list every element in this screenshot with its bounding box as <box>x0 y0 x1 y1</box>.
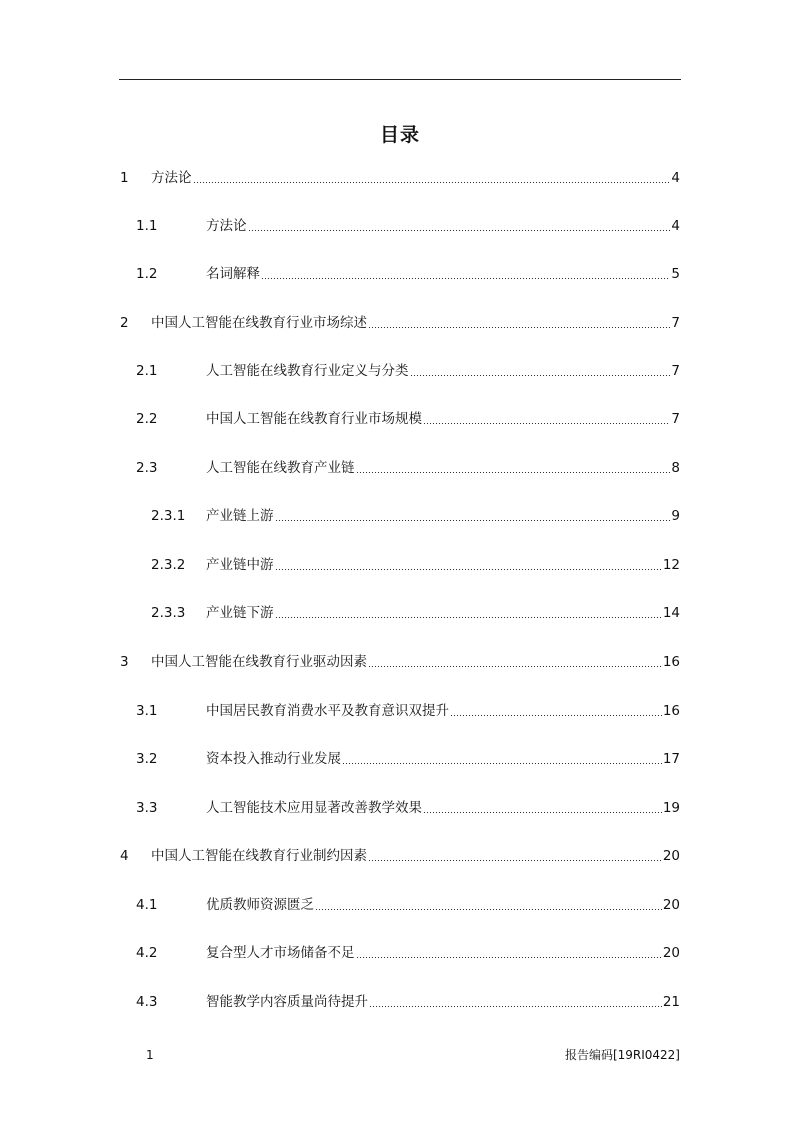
toc-entry-label: 产业链上游 <box>206 508 274 524</box>
page-title: 目录 <box>379 124 420 146</box>
toc-entry[interactable] <box>136 701 680 721</box>
toc-dot-leader <box>315 909 662 910</box>
toc-entry-label: 人工智能在线教育行业定义与分类 <box>206 363 409 379</box>
toc-entry-label: 中国人工智能在线教育行业市场规模 <box>206 411 422 427</box>
toc-entry-page: 20 <box>662 897 680 913</box>
toc-entry-number: 1.2 <box>136 266 158 282</box>
toc-entry-number: 2.3.2 <box>151 557 186 573</box>
header-divider <box>119 79 681 80</box>
toc-entry-page: 4 <box>671 218 680 234</box>
toc-entry-label: 智能教学内容质量尚待提升 <box>206 994 368 1010</box>
toc-entry-page: 16 <box>662 703 680 719</box>
toc-entry-label: 复合型人才市场储备不足 <box>206 945 355 961</box>
toc-dot-leader <box>342 763 662 764</box>
toc-entry[interactable] <box>136 458 680 478</box>
toc-dot-leader <box>261 278 670 279</box>
toc-entry-number: 2.2 <box>136 411 158 427</box>
toc-entry-label: 产业链下游 <box>206 605 274 621</box>
toc-dot-leader <box>356 957 662 958</box>
toc-entry-page: 21 <box>662 994 680 1010</box>
toc-dot-leader <box>248 230 671 231</box>
toc-entry-number: 2.3.1 <box>151 508 186 524</box>
toc-entry-number: 4.3 <box>136 994 158 1010</box>
toc-entry-page: 20 <box>662 848 680 864</box>
toc-entry-label: 中国人工智能在线教育行业市场综述 <box>151 315 367 331</box>
toc-entry[interactable] <box>136 992 680 1012</box>
toc-entry-page: 9 <box>671 508 680 524</box>
toc-entry[interactable] <box>136 895 680 915</box>
toc-entry[interactable] <box>120 652 680 672</box>
toc-dot-leader <box>193 182 671 183</box>
toc-dot-leader <box>368 860 662 861</box>
toc-entry-label: 产业链中游 <box>206 557 274 573</box>
toc-entry-number: 2.3.3 <box>151 605 186 621</box>
toc-entry-label: 人工智能技术应用显著改善教学效果 <box>206 800 422 816</box>
toc-entry[interactable] <box>136 264 680 284</box>
toc-entry-label: 方法论 <box>206 218 247 234</box>
toc-entry-page: 7 <box>671 363 680 379</box>
toc-entry[interactable] <box>136 361 680 381</box>
toc-entry-page: 19 <box>662 800 680 816</box>
toc-entry-number: 3.3 <box>136 800 158 816</box>
toc-entry[interactable] <box>151 603 680 623</box>
toc-entry-number: 1 <box>120 170 129 186</box>
toc-entry-label: 中国人工智能在线教育行业制约因素 <box>151 848 367 864</box>
toc-entry-page: 8 <box>671 460 680 476</box>
toc-entry-page: 12 <box>662 557 680 573</box>
footer-page-number: 1 <box>146 1048 154 1062</box>
toc-dot-leader <box>368 327 670 328</box>
toc-entry[interactable] <box>136 409 680 429</box>
toc-entry-page: 5 <box>671 266 680 282</box>
toc-entry[interactable] <box>136 749 680 769</box>
toc-entry-page: 20 <box>662 945 680 961</box>
toc-entry-number: 4 <box>120 848 129 864</box>
toc-entry[interactable] <box>151 555 680 575</box>
toc-dot-leader <box>450 715 662 716</box>
toc-entry-page: 14 <box>662 605 680 621</box>
toc-dot-leader <box>356 472 671 473</box>
toc-dot-leader <box>410 375 671 376</box>
toc-dot-leader <box>369 1006 662 1007</box>
toc-entry-label: 方法论 <box>151 170 192 186</box>
toc-entry-label: 中国居民教育消费水平及教育意识双提升 <box>206 703 449 719</box>
toc-entry[interactable] <box>120 313 680 333</box>
toc-entry-number: 3.2 <box>136 751 158 767</box>
toc-entry[interactable] <box>136 943 680 963</box>
toc-entry-page: 4 <box>671 170 680 186</box>
toc-entry-label: 资本投入推动行业发展 <box>206 751 341 767</box>
toc-entry-label: 中国人工智能在线教育行业驱动因素 <box>151 654 367 670</box>
toc-dot-leader <box>423 423 670 424</box>
toc-entry-page: 17 <box>662 751 680 767</box>
toc-entry-number: 3 <box>120 654 129 670</box>
toc-dot-leader <box>275 617 662 618</box>
toc-dot-leader <box>275 569 662 570</box>
toc-entry-page: 7 <box>671 315 680 331</box>
toc-entry-number: 4.2 <box>136 945 158 961</box>
toc-entry-number: 3.1 <box>136 703 158 719</box>
toc-entry-number: 4.1 <box>136 897 158 913</box>
toc-entry[interactable] <box>120 846 680 866</box>
toc-dot-leader <box>275 520 671 521</box>
toc-entry-label: 名词解释 <box>206 266 260 282</box>
toc-entry-page: 16 <box>662 654 680 670</box>
toc-entry-label: 优质教师资源匮乏 <box>206 897 314 913</box>
toc-entry[interactable] <box>136 798 680 818</box>
toc-entry[interactable] <box>151 506 680 526</box>
toc-dot-leader <box>368 666 662 667</box>
toc-dot-leader <box>423 812 662 813</box>
toc-entry-number: 1.1 <box>136 218 158 234</box>
toc-entry-page: 7 <box>671 411 680 427</box>
toc-entry[interactable] <box>136 216 680 236</box>
toc-entry[interactable] <box>120 168 680 188</box>
toc-entry-label: 人工智能在线教育产业链 <box>206 460 355 476</box>
footer-report-code: 报告编码[19RI0422] <box>564 1048 680 1062</box>
toc-entry-number: 2.3 <box>136 460 158 476</box>
toc-entry-number: 2.1 <box>136 363 158 379</box>
toc-entry-number: 2 <box>120 315 129 331</box>
